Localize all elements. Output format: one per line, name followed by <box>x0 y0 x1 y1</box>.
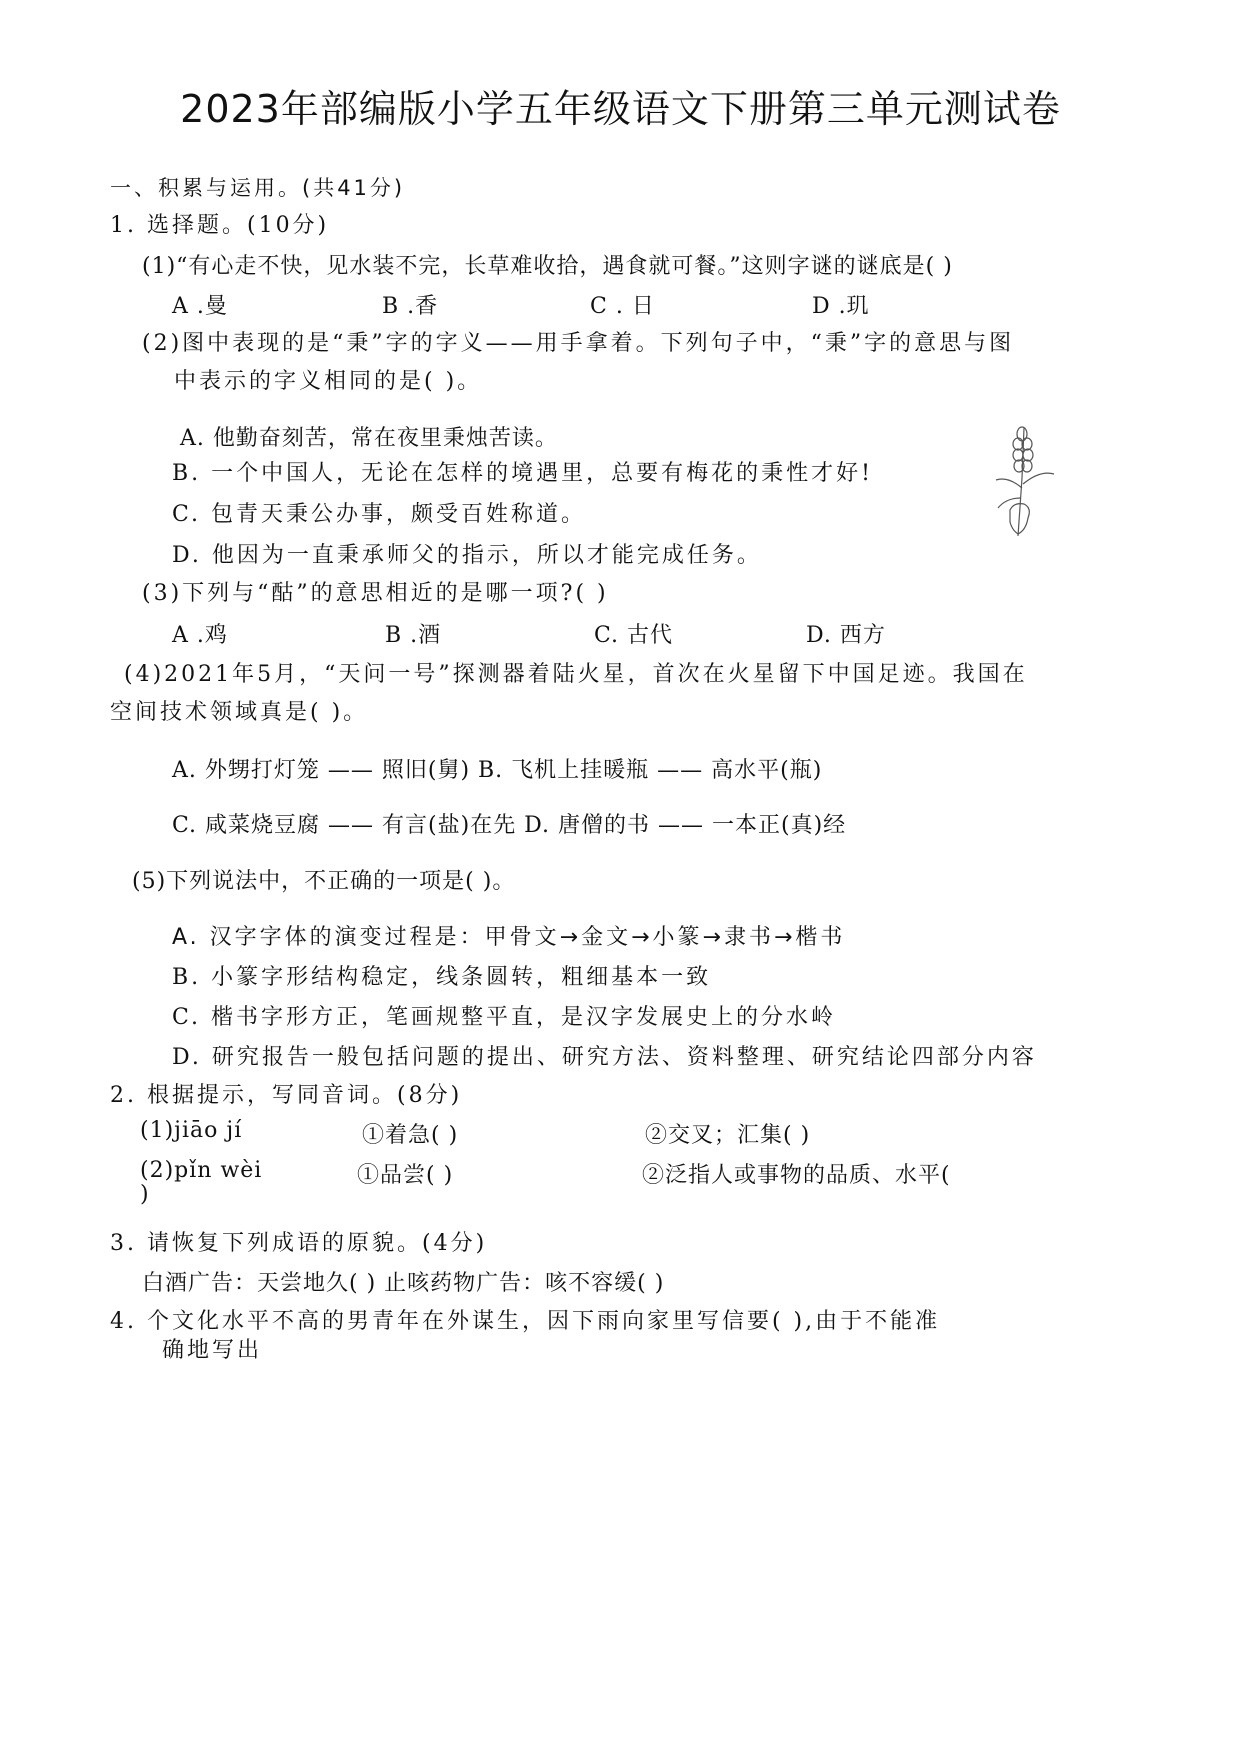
q3-answer-line: 白酒广告：天尝地久( ) 止咳药物广告：咳不容缓( ) <box>142 1271 665 1296</box>
q2-row2-pinyin: (2)pǐn wèi <box>140 1158 263 1183</box>
q1-1-option-c: C . 日 <box>590 294 655 319</box>
question-2-heading: 2. 根据提示，写同音词。(8分) <box>110 1083 463 1108</box>
q1-5-option-a: A. 汉字字体的演变过程是：甲骨文→金文→小篆→隶书→楷书 <box>172 925 846 950</box>
q1-4-stem-line1: (4)2021年5月，“天问一号”探测器着陆火星，首次在火星留下中国足迹。我国在 <box>124 662 1028 687</box>
wheat-in-hand-illustration <box>988 418 1060 538</box>
q1-1-option-b: B .香 <box>382 294 439 319</box>
q1-3-option-c: C. 古代 <box>594 623 674 648</box>
q1-2-option-d: D. 他因为一直秉承师父的指示，所以才能完成任务。 <box>172 543 762 568</box>
question-3-heading: 3. 请恢复下列成语的原貌。(4分) <box>110 1231 488 1256</box>
q1-1-option-a: A .曼 <box>172 294 228 319</box>
page-title: 2023年部编版小学五年级语文下册第三单元测试卷 <box>180 87 1061 131</box>
q1-2-option-b: B. 一个中国人，无论在怎样的境遇里，总要有梅花的秉性才好! <box>172 461 873 486</box>
q1-2-stem-line2: 中表示的字义相同的是( )。 <box>174 369 483 394</box>
question-4-line2: 确地写出 <box>162 1338 263 1363</box>
q1-5-option-d: D. 研究报告一般包括问题的提出、研究方法、资料整理、研究结论四部分内容 <box>172 1045 1037 1070</box>
q1-2-option-c: C. 包青天秉公办事，颇受百姓称道。 <box>172 502 587 527</box>
q2-row2-blank-a: ①品尝( ) <box>357 1163 454 1188</box>
q1-4-options-ab: A. 外甥打灯笼 —— 照旧(舅) B. 飞机上挂暖瓶 —— 高水平(瓶) <box>172 758 823 783</box>
q1-1-option-d: D .玑 <box>812 294 870 319</box>
q2-row2-blank-b: ②泛指人或事物的品质、水平( <box>642 1163 951 1188</box>
question-1-heading: 1. 选择题。(10分) <box>110 213 330 238</box>
q1-3-stem: (3)下列与“酤”的意思相近的是哪一项?( ) <box>142 581 609 606</box>
q2-row2-close-paren: ) <box>140 1182 150 1207</box>
q2-row1-blank-a: ①着急( ) <box>362 1123 459 1148</box>
q1-5-stem: (5)下列说法中，不正确的一项是( )。 <box>132 869 516 894</box>
q1-1-stem: (1)“有心走不快，见水装不完，长草难收拾，遇食就可餐。”这则字谜的谜底是( ) <box>142 254 953 279</box>
q1-3-option-b: B .酒 <box>385 623 442 648</box>
q1-4-stem-line2: 空间技术领域真是( )。 <box>110 700 369 725</box>
q1-3-option-d: D. 西方 <box>806 623 886 648</box>
q2-row1-blank-b: ②交叉；汇集( ) <box>645 1123 811 1148</box>
question-4-line1: 4. 个文化水平不高的男青年在外谋生，因下雨向家里写信要( ),由于不能准 <box>110 1309 941 1334</box>
q1-2-stem-line1: (2)图中表现的是“秉”字的字义——用手拿着。下列句子中，“秉”字的意思与图 <box>142 331 1015 356</box>
q1-5-option-b: B. 小篆字形结构稳定，线条圆转，粗细基本一致 <box>172 965 712 990</box>
q1-3-option-a: A .鸡 <box>172 623 228 648</box>
q2-row1-pinyin: (1)jiāo jí <box>140 1118 243 1143</box>
section-heading: 一、积累与运用。(共41分) <box>110 176 406 200</box>
q1-2-option-a: A. 他勤奋刻苦，常在夜里秉烛苦读。 <box>180 426 558 451</box>
q1-5-option-c: C. 楷书字形方正，笔画规整平直，是汉字发展史上的分水岭 <box>172 1005 837 1030</box>
q1-4-options-cd: C. 咸菜烧豆腐 —— 有言(盐)在先 D. 唐僧的书 —— 一本正(真)经 <box>172 813 847 838</box>
